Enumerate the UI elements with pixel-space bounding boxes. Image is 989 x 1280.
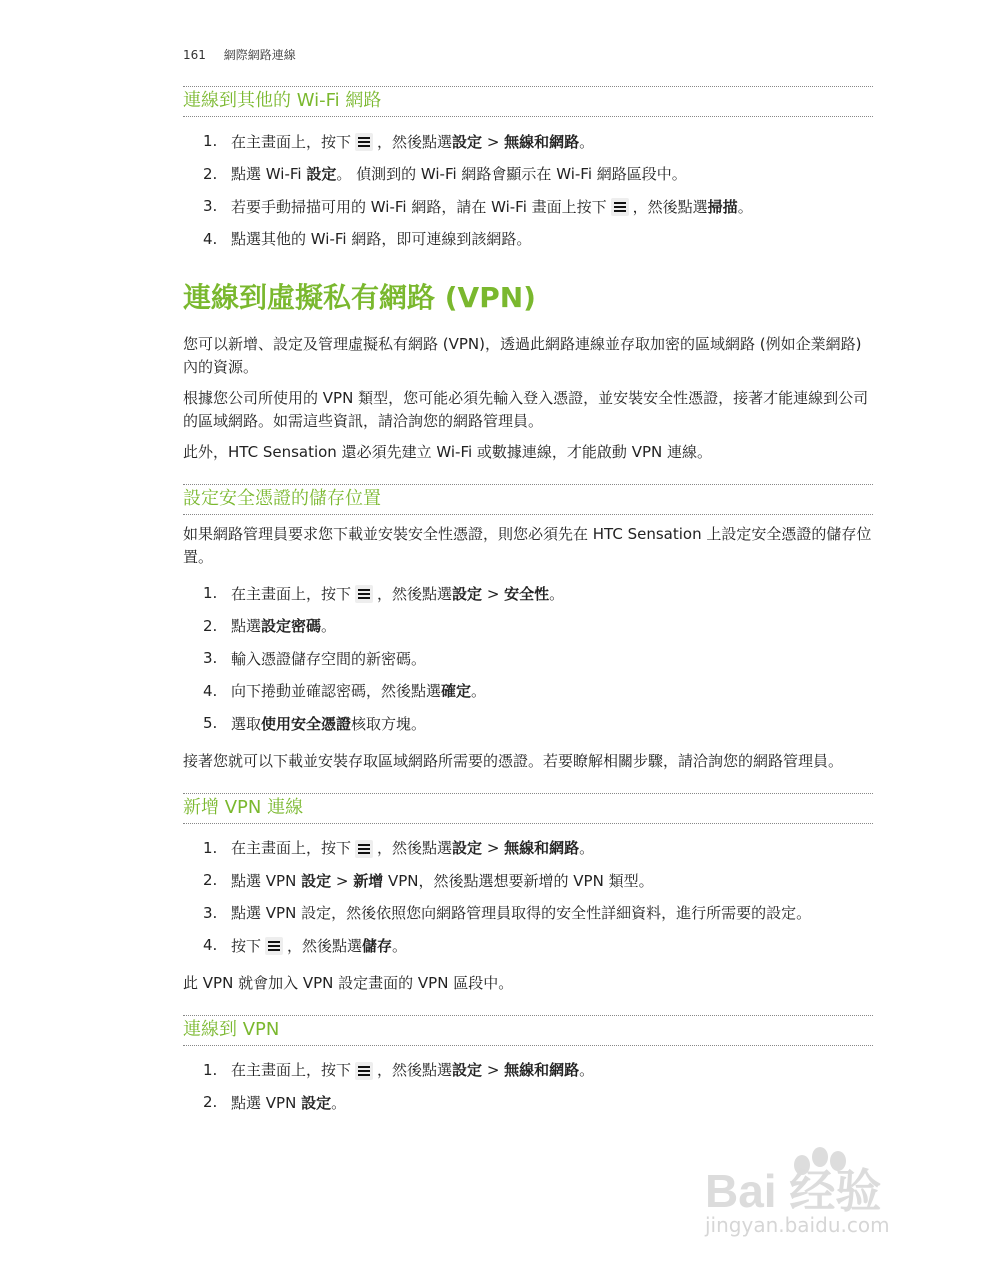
cert-steps bbox=[183, 577, 873, 740]
connect-vpn-steps bbox=[183, 1054, 873, 1119]
step-number: 1. bbox=[203, 132, 218, 151]
step-number: 2. bbox=[203, 164, 218, 183]
step-number: 3. bbox=[203, 649, 218, 668]
step-number: 1. bbox=[203, 838, 218, 857]
list-item bbox=[183, 1054, 873, 1087]
paragraph: 此 VPN 就會加入 VPN 設定畫面的 VPN 區段中。 bbox=[183, 973, 514, 992]
section-title-add-vpn: 新增 VPN 連線 bbox=[183, 793, 873, 824]
step-text: 向下捲動並確認密碼，然後點選確定。 bbox=[231, 682, 487, 701]
step-number: 4. bbox=[203, 936, 218, 955]
list-item bbox=[183, 223, 873, 256]
step-number: 2. bbox=[203, 616, 218, 635]
step-number: 2. bbox=[203, 1093, 218, 1112]
paragraph: 根據您公司所使用的 VPN 類型，您可能必須先輸入登入憑證，並安裝安全性憑證，接著才能連線到公司的區域網路。如需這些資訊，請洽詢您的網路管理員。 bbox=[183, 389, 869, 430]
list-item bbox=[183, 1086, 873, 1119]
section-title-wifi: 連線到其他的 Wi-Fi 網路 bbox=[183, 86, 873, 117]
step-number: 4. bbox=[203, 229, 218, 248]
step-number: 3. bbox=[203, 903, 218, 922]
menu-key-icon bbox=[265, 937, 283, 955]
list-item bbox=[183, 577, 873, 610]
step-text: 在主畫面上，按下 ，然後點選設定 > 無線和網路。 bbox=[231, 839, 595, 858]
chapter-title: 網際網路連線 bbox=[223, 48, 296, 62]
list-item bbox=[183, 929, 873, 962]
baidu-watermark bbox=[700, 1135, 940, 1245]
step-number: 1. bbox=[203, 1060, 218, 1079]
step-text: 點選設定密碼。 bbox=[231, 617, 337, 636]
paragraph: 接著您就可以下載並安裝存取區域網路所需要的憑證。若要瞭解相關步驟，請洽詢您的網路管理員。 bbox=[183, 751, 844, 770]
paragraph: 如果網路管理員要求您下載並安裝安全性憑證，則您必須先在 HTC Sensation 上設定安全憑證的儲存位置。 bbox=[183, 525, 872, 566]
menu-key-icon bbox=[355, 585, 373, 603]
menu-key-icon bbox=[355, 1062, 373, 1080]
list-item bbox=[183, 190, 873, 223]
section-title-connect-vpn: 連線到 VPN bbox=[183, 1015, 873, 1046]
step-number: 3. bbox=[203, 197, 218, 216]
add-vpn-steps bbox=[183, 832, 873, 962]
step-text: 輸入憑證儲存空間的新密碼。 bbox=[231, 649, 427, 668]
step-number: 5. bbox=[203, 714, 218, 733]
page-header bbox=[183, 46, 296, 63]
watermark-url: jingyan.baidu.com bbox=[705, 1213, 890, 1237]
list-item bbox=[183, 832, 873, 865]
list-item bbox=[183, 897, 873, 930]
step-text: 按下 ，然後點選儲存。 bbox=[231, 936, 408, 955]
step-text: 點選 VPN 設定，然後依照您向網路管理員取得的安全性詳細資料，進行所需要的設定。 bbox=[231, 904, 812, 923]
menu-key-icon bbox=[355, 133, 373, 151]
step-text: 點選 Wi-Fi 設定。 偵測到的 Wi-Fi 網路會顯示在 Wi-Fi 網路區段中。 bbox=[231, 165, 687, 184]
list-item bbox=[183, 675, 873, 708]
step-text: 點選 VPN 設定 > 新增 VPN，然後點選想要新增的 VPN 類型。 bbox=[231, 871, 654, 890]
list-item bbox=[183, 642, 873, 675]
list-item bbox=[183, 707, 873, 740]
wifi-steps bbox=[183, 125, 873, 255]
step-number: 4. bbox=[203, 681, 218, 700]
step-text: 點選其他的 Wi-Fi 網路，即可連線到該網路。 bbox=[231, 230, 532, 249]
paragraph: 此外，HTC Sensation 還必須先建立 Wi-Fi 或數據連線，才能啟動 VPN 連線。 bbox=[183, 443, 712, 461]
step-text: 若要手動掃描可用的 Wi-Fi 網路，請在 Wi-Fi 畫面上按下 ，然後點選掃描。 bbox=[231, 197, 753, 216]
list-item bbox=[183, 125, 873, 158]
step-text: 選取使用安全憑證核取方塊。 bbox=[231, 714, 427, 733]
step-text: 在主畫面上，按下 ，然後點選設定 > 安全性。 bbox=[231, 584, 565, 603]
page-content bbox=[183, 86, 873, 1119]
step-number: 1. bbox=[203, 584, 218, 603]
step-text: 點選 VPN 設定。 bbox=[231, 1093, 347, 1112]
main-title-vpn: 連線到虛擬私有網路 (VPN) bbox=[183, 281, 536, 314]
paragraph: 您可以新增、設定及管理虛擬私有網路 (VPN)，透過此網路連線並存取加密的區域網路 (例如企業網路) 內的資源。 bbox=[183, 335, 862, 376]
list-item bbox=[183, 158, 873, 191]
page-number: 161 bbox=[183, 48, 206, 62]
menu-key-icon bbox=[355, 840, 373, 858]
list-item bbox=[183, 864, 873, 897]
step-text: 在主畫面上，按下 ，然後點選設定 > 無線和網路。 bbox=[231, 1061, 595, 1080]
section-title-cert: 設定安全憑證的儲存位置 bbox=[183, 484, 873, 515]
step-number: 2. bbox=[203, 871, 218, 890]
step-text: 在主畫面上，按下 ，然後點選設定 > 無線和網路。 bbox=[231, 132, 595, 151]
watermark-brand: Bai 经验 bbox=[705, 1165, 882, 1217]
menu-key-icon bbox=[611, 198, 629, 216]
list-item bbox=[183, 610, 873, 643]
